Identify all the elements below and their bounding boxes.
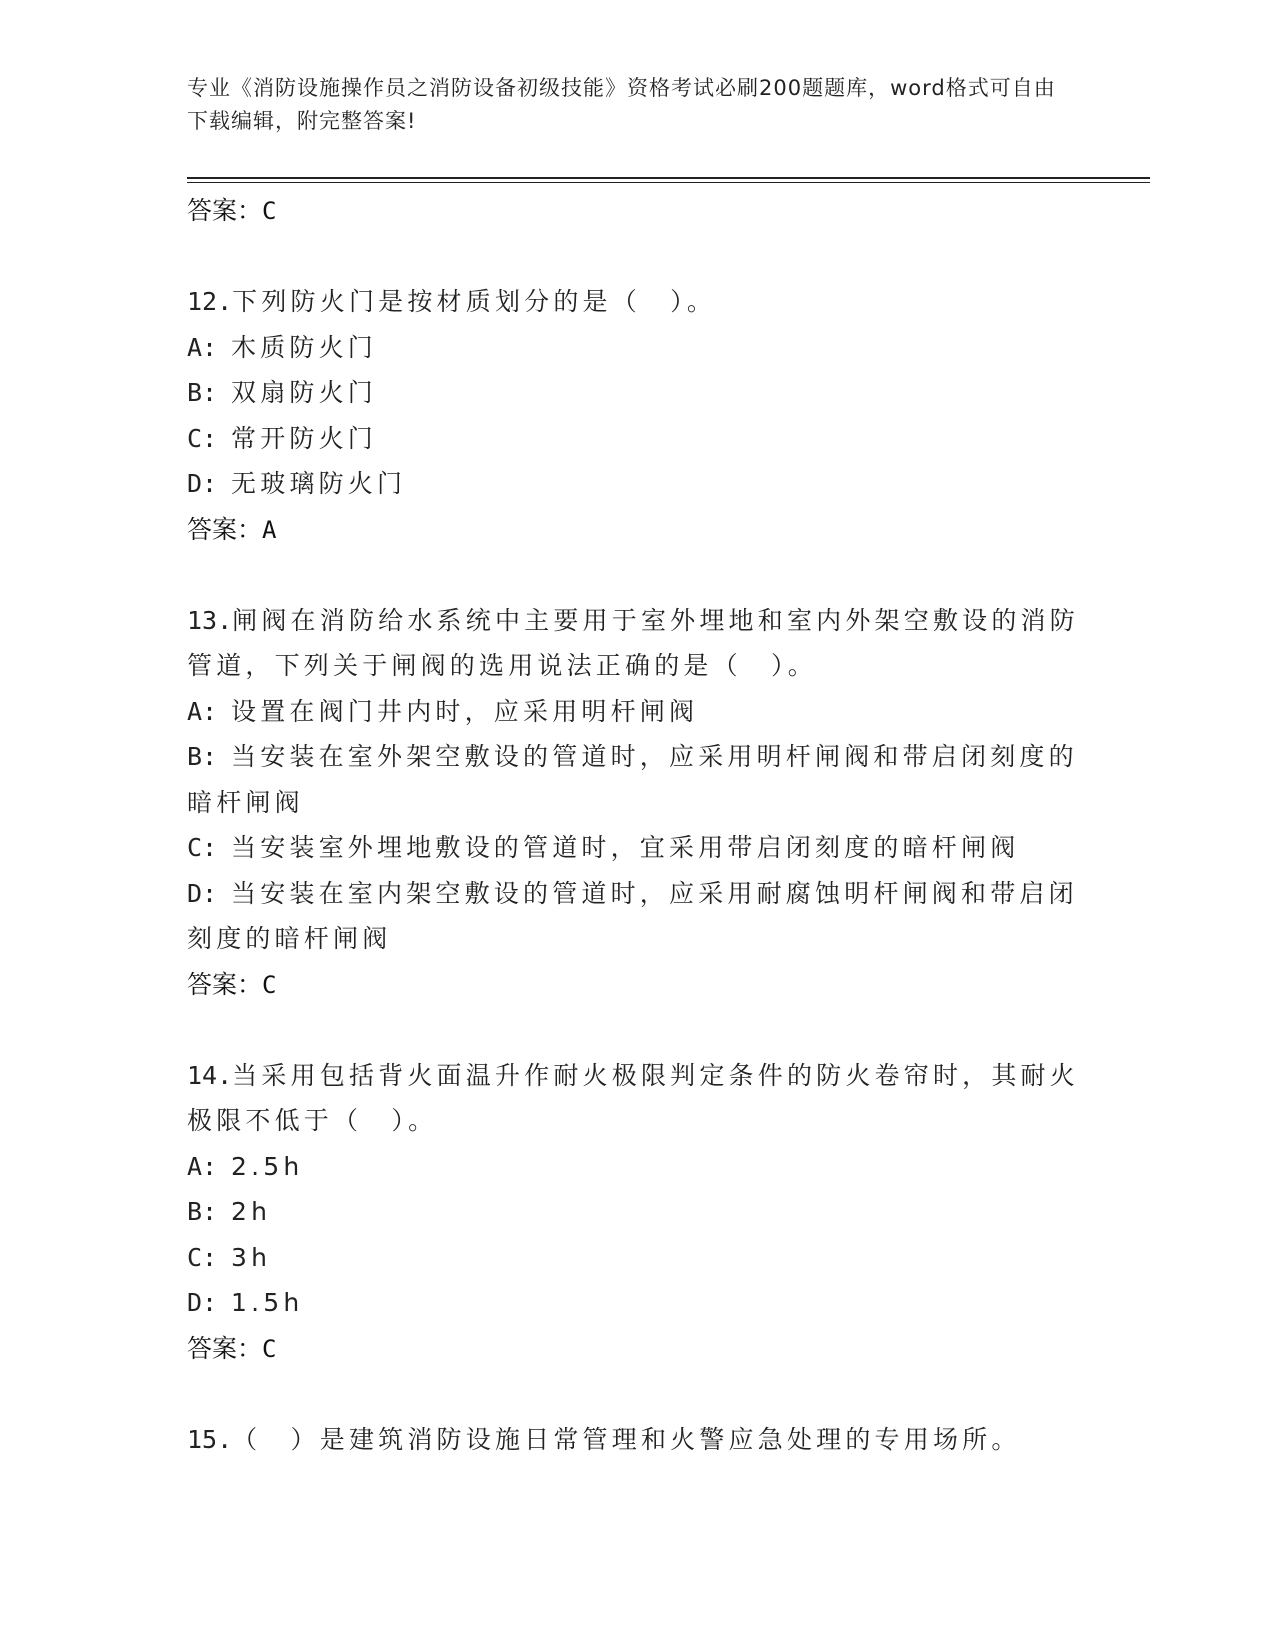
answer-value: C — [262, 1334, 277, 1363]
question-14 — [187, 1053, 1087, 1144]
option-text: 常开防火门 — [231, 423, 378, 453]
answer-label: 答案： — [187, 1333, 263, 1363]
answer-label: 答案： — [187, 196, 263, 225]
option-a — [187, 689, 1087, 735]
question-text: 当采用包括背火面温升作耐火极限判定条件的防火卷帘时，其耐火极限不低于（ ）。 — [187, 1060, 1079, 1135]
header-divider-thick — [187, 177, 1150, 179]
option-text: 当安装在室外架空敷设的管道时，应采用明杆闸阀和带启闭刻度的暗杆闸阀 — [187, 742, 1078, 817]
option-key: B: — [187, 378, 218, 407]
option-c — [187, 825, 1087, 871]
option-key: C: — [187, 423, 218, 453]
answer-line — [187, 962, 1087, 1008]
answer-line — [187, 1326, 1087, 1372]
option-text: 木质防火门 — [231, 332, 378, 362]
answer-line — [187, 507, 1087, 553]
option-text: 设置在阀门井内时，应采用明杆闸阀 — [231, 696, 699, 726]
answer-label: 答案： — [187, 514, 263, 544]
question-12 — [187, 279, 1087, 325]
option-a — [187, 1144, 1087, 1190]
option-b — [187, 1189, 1087, 1235]
option-text: 2.5h — [231, 1151, 304, 1181]
option-text: 当安装在室内架空敷设的管道时，应采用耐腐蚀明杆闸阀和带启闭刻度的暗杆闸阀 — [187, 878, 1078, 953]
option-text: 1.5h — [231, 1288, 304, 1317]
option-key: B: — [187, 1197, 218, 1226]
answer-value: C — [262, 197, 277, 225]
question-text: （ ）是建筑消防设施日常管理和火警应急处理的专用场所。 — [232, 1424, 1021, 1454]
option-text: 3h — [231, 1242, 272, 1272]
answer-line — [187, 188, 1087, 234]
option-key: C: — [187, 1242, 218, 1272]
option-key: B: — [187, 742, 218, 771]
option-a — [187, 325, 1087, 371]
question-13 — [187, 598, 1087, 689]
option-b — [187, 370, 1087, 416]
option-key: A: — [187, 1151, 218, 1181]
header-divider-thin — [187, 182, 1150, 183]
page-header: 专业《消防设施操作员之消防设备初级技能》资格考试必刷200题题库，word格式可自由下载编辑，附完整答案! — [187, 76, 1056, 133]
option-b — [187, 734, 1087, 825]
question-list — [187, 188, 1087, 1462]
option-key: A: — [187, 332, 218, 362]
option-text: 无玻璃防火门 — [231, 469, 407, 498]
option-key: A: — [187, 696, 218, 726]
option-c — [187, 416, 1087, 462]
option-key: D: — [187, 878, 218, 908]
question-text: 下列防火门是按材质划分的是（ ）。 — [232, 287, 717, 316]
question-15 — [187, 1417, 1087, 1463]
option-key: D: — [187, 1288, 218, 1317]
question-number: 13. — [187, 605, 233, 635]
option-text: 2h — [231, 1197, 272, 1226]
answer-value: A — [262, 515, 277, 544]
option-c — [187, 1235, 1087, 1281]
question-number: 15. — [187, 1424, 233, 1454]
option-d — [187, 871, 1087, 962]
answer-value: C — [262, 970, 277, 999]
option-text: 当安装室外埋地敷设的管道时，宜采用带启闭刻度的暗杆闸阀 — [231, 833, 1020, 862]
option-d — [187, 1280, 1087, 1326]
option-key: C: — [187, 833, 218, 862]
question-number: 12. — [187, 287, 233, 316]
option-d — [187, 461, 1087, 507]
answer-label: 答案： — [187, 969, 263, 999]
option-key: D: — [187, 469, 218, 498]
question-text: 闸阀在消防给水系统中主要用于室外埋地和室内外架空敷设的消防管道，下列关于闸阀的选用说法正确的是（ ）。 — [187, 605, 1079, 680]
option-text: 双扇防火门 — [231, 378, 378, 407]
question-number: 14. — [187, 1060, 233, 1090]
